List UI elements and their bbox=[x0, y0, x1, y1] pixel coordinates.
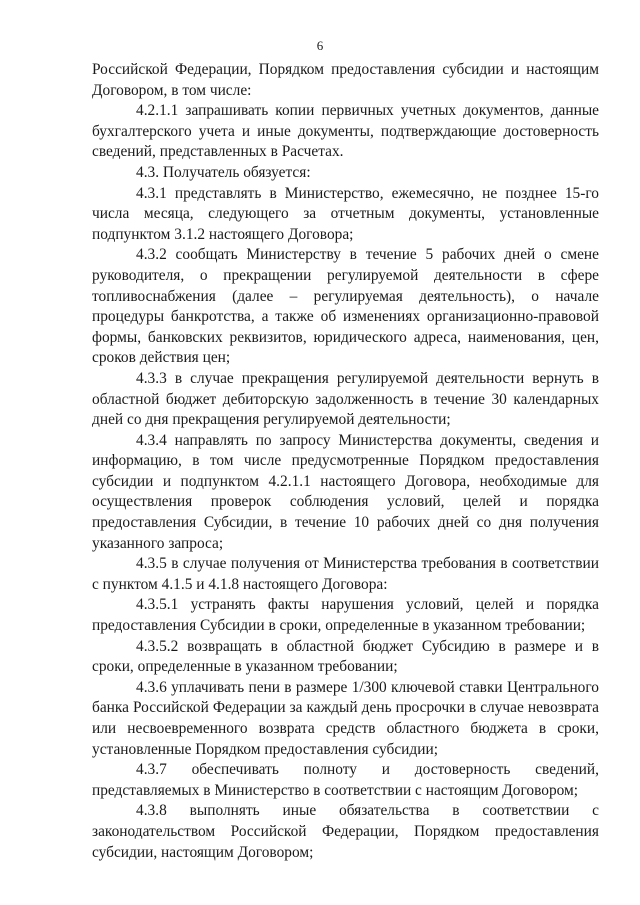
document-body bbox=[92, 60, 599, 863]
paragraph-4-3-4: 4.3.4 направлять по запросу Министерства документы, сведения и информацию, в том числе предусмотренные Порядком предоставления субсидии и подпунктом 4.2.1.1 настоящего Договора, необходимые для осуществления проверок соблюдения условий, целей и порядка предоставления Субсидии, в течение 10 рабочих дней со дня получения указанного запроса; bbox=[92, 431, 599, 552]
paragraph-continuation: Российской Федерации, Порядком предоставления субсидии и настоящим Договором, в том числе: bbox=[92, 61, 599, 99]
paragraph-4-3-5-1: 4.3.5.1 устранять факты нарушения условий, целей и порядка предоставления Субсидии в сроки, определенные в указанном требовании; bbox=[92, 596, 599, 635]
paragraph-4-3-1: 4.3.1 представлять в Министерство, ежемесячно, не позднее 15-го числа месяца, следующего за отчетным документы, установленные подпунктом 3.1.2 настоящего Договора; bbox=[92, 184, 599, 243]
paragraph-4-2-1-1: 4.2.1.1 запрашивать копии первичных учетных документов, данные бухгалтерского учета и иные документы, подтверждающие достоверность сведений, представленных в Расчетах. bbox=[92, 102, 599, 161]
paragraph-4-3-8: 4.3.8 выполнять иные обязательства в соответствии с законодательством Российской Федерации, Порядком предоставления субсидии, настоящим Договором; bbox=[92, 802, 599, 861]
paragraph-4-3-heading: 4.3. Получатель обязуется: bbox=[136, 163, 311, 181]
paragraph-4-3-2: 4.3.2 сообщать Министерству в течение 5 рабочих дней о смене руководителя, о прекращении регулируемой деятельности в сфере топливоснабжения (далее – регулируемая деятельность), о начале процедуры банкротства, а также об изменениях организационно-правовой формы, банковских реквизитов, юридического адреса, наименования, цен, сроков действия цен; bbox=[92, 246, 599, 367]
paragraph-4-3-3: 4.3.3 в случае прекращения регулируемой деятельности вернуть в областной бюджет дебиторскую задолженность в течение 30 календарных дней со дня прекращения регулируемой деятельности; bbox=[92, 369, 599, 429]
paragraph-4-3-5: 4.3.5 в случае получения от Министерства требования в соответствии с пунктом 4.1.5 и 4.1.8 настоящего Договора: bbox=[92, 555, 599, 593]
paragraph-4-3-6: 4.3.6 уплачивать пени в размере 1/300 ключевой ставки Центрального банка Российской Федерации за каждый день просрочки в случае невозврата или несвоевременного возврата средств областного бюджета в сроки, установленные Порядком предоставления субсидии; bbox=[92, 678, 599, 758]
paragraph-4-3-7: 4.3.7 обеспечивать полноту и достоверность сведений, представляемых в Министерство в соответствии с настоящим Договором; bbox=[92, 761, 599, 799]
page-number: 6 bbox=[316, 38, 324, 53]
paragraph-4-3-5-2: 4.3.5.2 возвращать в областной бюджет Субсидию в размере и в сроки, определенные в указанном требовании; bbox=[92, 637, 599, 676]
